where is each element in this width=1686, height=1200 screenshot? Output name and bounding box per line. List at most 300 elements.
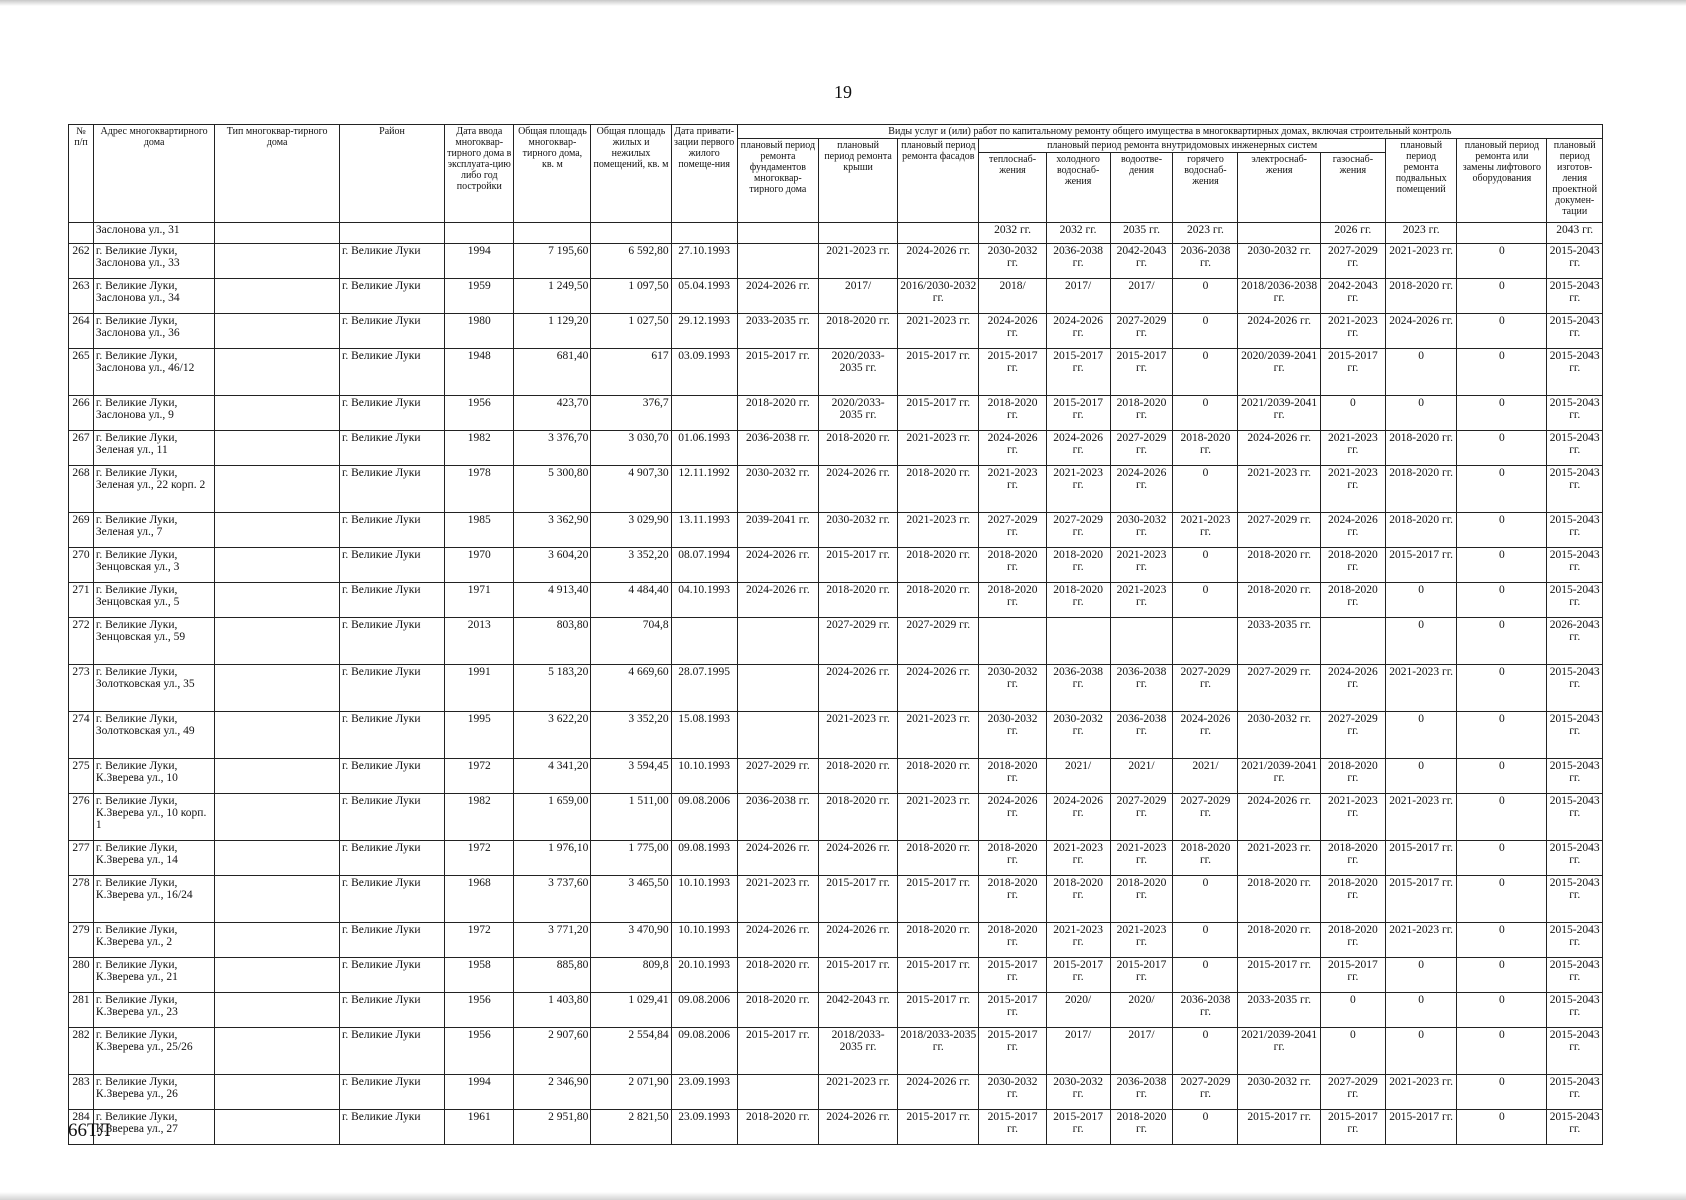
- cell-address: г. Великие Луки, Заслонова ул., 46/12: [93, 349, 214, 396]
- cell-district: г. Великие Луки: [339, 1075, 444, 1110]
- cell-living-area: 1 097,50: [591, 279, 671, 314]
- header-design-docs: плановый период изготов-ления проектной докумен-тации: [1547, 139, 1603, 223]
- cell-total-area: 2 907,60: [514, 1028, 591, 1075]
- cell-gas: 2021-2023 гг.: [1320, 794, 1385, 841]
- cell-electric: 2030-2032 гг.: [1238, 712, 1320, 759]
- cell-cold-water: 2021-2023 гг.: [1046, 841, 1110, 876]
- cell-cold-water: 2030-2032 гг.: [1046, 1075, 1110, 1110]
- table-row: [69, 314, 1603, 349]
- cell-gas: 2027-2029 гг.: [1320, 1075, 1385, 1110]
- cell-basement: 2015-2017 гг.: [1385, 841, 1457, 876]
- cell-heat: 2018-2020 гг.: [979, 548, 1046, 583]
- cell-privatization: 29.12.1993: [671, 314, 737, 349]
- cell-heat: 2018-2020 гг.: [979, 841, 1046, 876]
- cell-heat: 2024-2026 гг.: [979, 431, 1046, 466]
- cell-total-area: 1 976,10: [514, 841, 591, 876]
- cell-year: 1994: [445, 244, 514, 279]
- cell-year: 1958: [445, 958, 514, 993]
- header-electric: электроснаб-жения: [1238, 153, 1320, 223]
- cell-elevator: 0: [1457, 431, 1547, 466]
- cell-district: [339, 223, 444, 244]
- cell-electric: 2015-2017 гг.: [1238, 1110, 1320, 1145]
- cell-drainage: 2021-2023 гг.: [1110, 583, 1173, 618]
- cell-facade: 2027-2029 гг.: [898, 618, 979, 665]
- cell-district: г. Великие Луки: [339, 1110, 444, 1145]
- cell-roof: 2021-2023 гг.: [819, 712, 898, 759]
- cell-address: г. Великие Луки, Зеленая ул., 22 корп. 2: [93, 466, 214, 513]
- cell-electric: 2021/2039-2041 гг.: [1238, 396, 1320, 431]
- cell-foundation: 2018-2020 гг.: [737, 1110, 818, 1145]
- cell-electric: 2018/2036-2038 гг.: [1238, 279, 1320, 314]
- cell-drainage: 2024-2026 гг.: [1110, 466, 1173, 513]
- cell-num: 262: [69, 244, 94, 279]
- cell-drainage: 2018-2020 гг.: [1110, 1110, 1173, 1145]
- cell-total-area: 4 913,40: [514, 583, 591, 618]
- cell-num: 265: [69, 349, 94, 396]
- cell-elevator: 0: [1457, 396, 1547, 431]
- cell-living-area: 6 592,80: [591, 244, 671, 279]
- cell-num: 266: [69, 396, 94, 431]
- cell-gas: 2024-2026 гг.: [1320, 665, 1385, 712]
- cell-year: [445, 223, 514, 244]
- cell-type: [215, 349, 340, 396]
- cell-basement: 2018-2020 гг.: [1385, 279, 1457, 314]
- cell-cold-water: 2021/: [1046, 759, 1110, 794]
- cell-district: г. Великие Луки: [339, 923, 444, 958]
- cell-year: 1956: [445, 396, 514, 431]
- cell-gas: 2024-2026 гг.: [1320, 513, 1385, 548]
- cell-electric: 2018-2020 гг.: [1238, 923, 1320, 958]
- cell-num: 275: [69, 759, 94, 794]
- cell-roof: 2024-2026 гг.: [819, 1110, 898, 1145]
- cell-year: 1948: [445, 349, 514, 396]
- cell-elevator: 0: [1457, 466, 1547, 513]
- cell-basement: 2023 гг.: [1385, 223, 1457, 244]
- cell-cold-water: 2036-2038 гг.: [1046, 665, 1110, 712]
- cell-num: 282: [69, 1028, 94, 1075]
- header-engineering-group: плановый период ремонта внутридомовых инженерных систем: [979, 139, 1385, 153]
- cell-drainage: 2015-2017 гг.: [1110, 349, 1173, 396]
- cell-roof: 2024-2026 гг.: [819, 466, 898, 513]
- cell-district: г. Великие Луки: [339, 618, 444, 665]
- cell-address: Заслонова ул., 31: [93, 223, 214, 244]
- table-row: [69, 993, 1603, 1028]
- cell-address: г. Великие Луки, Заслонова ул., 33: [93, 244, 214, 279]
- cell-cold-water: 2024-2026 гг.: [1046, 431, 1110, 466]
- cell-district: г. Великие Луки: [339, 958, 444, 993]
- header-district: Район: [339, 125, 444, 223]
- cell-roof: 2018-2020 гг.: [819, 314, 898, 349]
- cell-design-docs: 2015-2043 гг.: [1547, 958, 1603, 993]
- cell-total-area: 7 195,60: [514, 244, 591, 279]
- cell-drainage: 2035 гг.: [1110, 223, 1173, 244]
- cell-electric: 2021-2023 гг.: [1238, 841, 1320, 876]
- header-heat: теплоснаб-жения: [979, 153, 1046, 223]
- cell-design-docs: 2015-2043 гг.: [1547, 876, 1603, 923]
- cell-heat: 2018-2020 гг.: [979, 876, 1046, 923]
- cell-living-area: 3 352,20: [591, 712, 671, 759]
- cell-basement: 0: [1385, 958, 1457, 993]
- cell-hot-water: 2021-2023 гг.: [1173, 513, 1238, 548]
- cell-hot-water: 2036-2038 гг.: [1173, 993, 1238, 1028]
- cell-facade: 2015-2017 гг.: [898, 349, 979, 396]
- cell-design-docs: 2015-2043 гг.: [1547, 841, 1603, 876]
- cell-facade: 2021-2023 гг.: [898, 314, 979, 349]
- cell-type: [215, 841, 340, 876]
- cell-design-docs: 2015-2043 гг.: [1547, 349, 1603, 396]
- cell-privatization: 23.09.1993: [671, 1075, 737, 1110]
- cell-basement: 2021-2023 гг.: [1385, 1075, 1457, 1110]
- cell-design-docs: 2015-2043 гг.: [1547, 583, 1603, 618]
- cell-hot-water: 2027-2029 гг.: [1173, 794, 1238, 841]
- cell-privatization: [671, 396, 737, 431]
- cell-address: г. Великие Луки, К.Зверева ул., 25/26: [93, 1028, 214, 1075]
- table-row: [69, 548, 1603, 583]
- cell-hot-water: 0: [1173, 396, 1238, 431]
- cell-design-docs: 2015-2043 гг.: [1547, 396, 1603, 431]
- cell-foundation: 2024-2026 гг.: [737, 923, 818, 958]
- cell-district: г. Великие Луки: [339, 794, 444, 841]
- cell-living-area: 2 821,50: [591, 1110, 671, 1145]
- header-cold-water: холодного водоснаб-жения: [1046, 153, 1110, 223]
- cell-electric: 2021/2039-2041 гг.: [1238, 1028, 1320, 1075]
- cell-foundation: 2039-2041 гг.: [737, 513, 818, 548]
- cell-privatization: 20.10.1993: [671, 958, 737, 993]
- header-hot-water: горячего водоснаб-жения: [1173, 153, 1238, 223]
- cell-year: 1991: [445, 665, 514, 712]
- cell-foundation: 2024-2026 гг.: [737, 279, 818, 314]
- cell-drainage: 2036-2038 гг.: [1110, 1075, 1173, 1110]
- cell-total-area: 1 249,50: [514, 279, 591, 314]
- cell-roof: 2030-2032 гг.: [819, 513, 898, 548]
- cell-cold-water: 2036-2038 гг.: [1046, 244, 1110, 279]
- cell-living-area: 1 029,41: [591, 993, 671, 1028]
- cell-living-area: 376,7: [591, 396, 671, 431]
- cell-hot-water: 2024-2026 гг.: [1173, 712, 1238, 759]
- header-facade: плановый период ремонта фасадов: [898, 139, 979, 223]
- cell-type: [215, 548, 340, 583]
- cell-drainage: 2027-2029 гг.: [1110, 794, 1173, 841]
- cell-address: г. Великие Луки, Зенцовская ул., 3: [93, 548, 214, 583]
- cell-basement: 0: [1385, 618, 1457, 665]
- cell-living-area: 2 071,90: [591, 1075, 671, 1110]
- table-body: [69, 223, 1603, 1145]
- cell-elevator: [1457, 223, 1547, 244]
- cell-elevator: 0: [1457, 1075, 1547, 1110]
- cell-cold-water: 2024-2026 гг.: [1046, 794, 1110, 841]
- footer-code: 66ТЛ: [68, 1120, 111, 1141]
- cell-heat: 2030-2032 гг.: [979, 712, 1046, 759]
- cell-type: [215, 993, 340, 1028]
- cell-gas: 2018-2020 гг.: [1320, 841, 1385, 876]
- cell-electric: 2027-2029 гг.: [1238, 665, 1320, 712]
- cell-basement: 0: [1385, 349, 1457, 396]
- header-foundation: плановый период ремонта фундаментов многоквар-тирного дома: [737, 139, 818, 223]
- cell-num: 281: [69, 993, 94, 1028]
- cell-total-area: 3 376,70: [514, 431, 591, 466]
- cell-privatization: 01.06.1993: [671, 431, 737, 466]
- cell-foundation: 2018-2020 гг.: [737, 396, 818, 431]
- cell-year: 1980: [445, 314, 514, 349]
- cell-elevator: 0: [1457, 349, 1547, 396]
- cell-living-area: 3 352,20: [591, 548, 671, 583]
- cell-heat: [979, 618, 1046, 665]
- cell-district: г. Великие Луки: [339, 993, 444, 1028]
- cell-drainage: 2021-2023 гг.: [1110, 548, 1173, 583]
- cell-foundation: 2030-2032 гг.: [737, 466, 818, 513]
- cell-drainage: 2021/: [1110, 759, 1173, 794]
- cell-privatization: 15.08.1993: [671, 712, 737, 759]
- cell-cold-water: 2015-2017 гг.: [1046, 349, 1110, 396]
- cell-roof: 2015-2017 гг.: [819, 876, 898, 923]
- cell-electric: 2018-2020 гг.: [1238, 583, 1320, 618]
- cell-roof: 2017/: [819, 279, 898, 314]
- cell-year: 1959: [445, 279, 514, 314]
- cell-facade: 2018-2020 гг.: [898, 923, 979, 958]
- cell-electric: [1238, 223, 1320, 244]
- cell-type: [215, 665, 340, 712]
- cell-foundation: [737, 665, 818, 712]
- cell-elevator: 0: [1457, 759, 1547, 794]
- cell-year: 1978: [445, 466, 514, 513]
- cell-elevator: 0: [1457, 958, 1547, 993]
- cell-elevator: 0: [1457, 1028, 1547, 1075]
- cell-num: 273: [69, 665, 94, 712]
- cell-elevator: 0: [1457, 548, 1547, 583]
- cell-type: [215, 431, 340, 466]
- header-total-area: Общая площадь многоквар-тирного дома, кв. м: [514, 125, 591, 223]
- table-row: [69, 759, 1603, 794]
- cell-cold-water: 2021-2023 гг.: [1046, 923, 1110, 958]
- cell-cold-water: 2024-2026 гг.: [1046, 314, 1110, 349]
- cell-facade: 2018-2020 гг.: [898, 466, 979, 513]
- cell-heat: 2015-2017 гг.: [979, 349, 1046, 396]
- cell-design-docs: 2043 гг.: [1547, 223, 1603, 244]
- cell-design-docs: 2015-2043 гг.: [1547, 1028, 1603, 1075]
- cell-drainage: 2036-2038 гг.: [1110, 712, 1173, 759]
- cell-type: [215, 513, 340, 548]
- cell-facade: 2021-2023 гг.: [898, 513, 979, 548]
- cell-drainage: 2017/: [1110, 279, 1173, 314]
- cell-heat: 2027-2029 гг.: [979, 513, 1046, 548]
- page-number: 19: [834, 82, 852, 102]
- cell-living-area: 3 465,50: [591, 876, 671, 923]
- cell-total-area: 3 622,20: [514, 712, 591, 759]
- cell-cold-water: 2021-2023 гг.: [1046, 466, 1110, 513]
- cell-cold-water: 2018-2020 гг.: [1046, 548, 1110, 583]
- cell-gas: 0: [1320, 1028, 1385, 1075]
- cell-basement: 0: [1385, 396, 1457, 431]
- cell-living-area: 4 669,60: [591, 665, 671, 712]
- cell-living-area: 809,8: [591, 958, 671, 993]
- cell-address: г. Великие Луки, Заслонова ул., 9: [93, 396, 214, 431]
- cell-facade: [898, 223, 979, 244]
- cell-num: 263: [69, 279, 94, 314]
- cell-drainage: 2017/: [1110, 1028, 1173, 1075]
- cell-num: 269: [69, 513, 94, 548]
- cell-roof: 2042-2043 гг.: [819, 993, 898, 1028]
- cell-roof: 2020/2033-2035 гг.: [819, 349, 898, 396]
- cell-foundation: [737, 223, 818, 244]
- cell-hot-water: 0: [1173, 876, 1238, 923]
- cell-district: г. Великие Луки: [339, 279, 444, 314]
- cell-living-area: 4 907,30: [591, 466, 671, 513]
- cell-basement: 0: [1385, 759, 1457, 794]
- cell-facade: 2015-2017 гг.: [898, 958, 979, 993]
- cell-gas: 2027-2029 гг.: [1320, 712, 1385, 759]
- cell-total-area: 3 771,20: [514, 923, 591, 958]
- cell-heat: 2032 гг.: [979, 223, 1046, 244]
- cell-facade: 2021-2023 гг.: [898, 712, 979, 759]
- cell-elevator: 0: [1457, 618, 1547, 665]
- cell-electric: 2018-2020 гг.: [1238, 876, 1320, 923]
- cell-address: г. Великие Луки, К.Зверева ул., 14: [93, 841, 214, 876]
- header-services-group: Виды услуг и (или) работ по капитальному ремонту общего имущества в многоквартирных домах, включая строительный контроль: [737, 125, 1602, 139]
- cell-total-area: 2 951,80: [514, 1110, 591, 1145]
- cell-foundation: [737, 712, 818, 759]
- cell-design-docs: 2015-2043 гг.: [1547, 1110, 1603, 1145]
- cell-roof: 2021-2023 гг.: [819, 1075, 898, 1110]
- cell-roof: [819, 223, 898, 244]
- cell-year: 1968: [445, 876, 514, 923]
- cell-basement: 2018-2020 гг.: [1385, 513, 1457, 548]
- cell-district: г. Великие Луки: [339, 396, 444, 431]
- cell-heat: 2024-2026 гг.: [979, 794, 1046, 841]
- cell-gas: 2027-2029 гг.: [1320, 244, 1385, 279]
- cell-facade: 2018/2033-2035 гг.: [898, 1028, 979, 1075]
- cell-district: г. Великие Луки: [339, 314, 444, 349]
- cell-drainage: 2042-2043 гг.: [1110, 244, 1173, 279]
- cell-privatization: 28.07.1995: [671, 665, 737, 712]
- cell-total-area: 5 300,80: [514, 466, 591, 513]
- cell-privatization: 12.11.1992: [671, 466, 737, 513]
- cell-design-docs: 2015-2043 гг.: [1547, 466, 1603, 513]
- cell-year: 1956: [445, 1028, 514, 1075]
- cell-hot-water: [1173, 618, 1238, 665]
- cell-year: 1982: [445, 431, 514, 466]
- cell-basement: 2015-2017 гг.: [1385, 548, 1457, 583]
- cell-privatization: 09.08.2006: [671, 993, 737, 1028]
- cell-hot-water: 2027-2029 гг.: [1173, 1075, 1238, 1110]
- cell-cold-water: 2018-2020 гг.: [1046, 583, 1110, 618]
- cell-design-docs: 2015-2043 гг.: [1547, 923, 1603, 958]
- table-row: [69, 396, 1603, 431]
- cell-hot-water: 0: [1173, 958, 1238, 993]
- cell-district: г. Великие Луки: [339, 349, 444, 396]
- cell-basement: 0: [1385, 712, 1457, 759]
- cell-living-area: 3 470,90: [591, 923, 671, 958]
- cell-privatization: 04.10.1993: [671, 583, 737, 618]
- cell-design-docs: 2015-2043 гг.: [1547, 513, 1603, 548]
- header-elevator: плановый период ремонта или замены лифтового оборудования: [1457, 139, 1547, 223]
- cell-electric: 2018-2020 гг.: [1238, 548, 1320, 583]
- cell-hot-water: 2018-2020 гг.: [1173, 841, 1238, 876]
- cell-roof: 2024-2026 гг.: [819, 923, 898, 958]
- cell-foundation: 2018-2020 гг.: [737, 993, 818, 1028]
- cell-type: [215, 759, 340, 794]
- cell-electric: 2020/2039-2041 гг.: [1238, 349, 1320, 396]
- cell-drainage: 2036-2038 гг.: [1110, 665, 1173, 712]
- cell-basement: 0: [1385, 993, 1457, 1028]
- cell-total-area: 1 129,20: [514, 314, 591, 349]
- cell-num: 270: [69, 548, 94, 583]
- cell-type: [215, 876, 340, 923]
- cell-foundation: 2024-2026 гг.: [737, 548, 818, 583]
- cell-heat: 2030-2032 гг.: [979, 244, 1046, 279]
- cell-cold-water: 2032 гг.: [1046, 223, 1110, 244]
- cell-num: 268: [69, 466, 94, 513]
- cell-roof: 2018-2020 гг.: [819, 431, 898, 466]
- cell-cold-water: 2030-2032 гг.: [1046, 712, 1110, 759]
- scan-edge-top: [0, 0, 1686, 6]
- cell-foundation: 2027-2029 гг.: [737, 759, 818, 794]
- cell-design-docs: 2015-2043 гг.: [1547, 314, 1603, 349]
- cell-elevator: 0: [1457, 993, 1547, 1028]
- cell-total-area: 2 346,90: [514, 1075, 591, 1110]
- cell-privatization: 27.10.1993: [671, 244, 737, 279]
- cell-privatization: 08.07.1994: [671, 548, 737, 583]
- cell-drainage: 2021-2023 гг.: [1110, 923, 1173, 958]
- table-row: [69, 958, 1603, 993]
- cell-elevator: 0: [1457, 794, 1547, 841]
- cell-foundation: 2036-2038 гг.: [737, 794, 818, 841]
- cell-design-docs: 2015-2043 гг.: [1547, 431, 1603, 466]
- cell-heat: 2015-2017 гг.: [979, 993, 1046, 1028]
- cell-total-area: 3 362,90: [514, 513, 591, 548]
- cell-hot-water: 0: [1173, 923, 1238, 958]
- cell-privatization: 23.09.1993: [671, 1110, 737, 1145]
- cell-privatization: 05.04.1993: [671, 279, 737, 314]
- cell-design-docs: 2015-2043 гг.: [1547, 712, 1603, 759]
- cell-gas: 2018-2020 гг.: [1320, 876, 1385, 923]
- cell-year: 1961: [445, 1110, 514, 1145]
- cell-heat: 2030-2032 гг.: [979, 1075, 1046, 1110]
- cell-type: [215, 223, 340, 244]
- cell-electric: 2033-2035 гг.: [1238, 993, 1320, 1028]
- cell-elevator: 0: [1457, 923, 1547, 958]
- cell-basement: 2021-2023 гг.: [1385, 244, 1457, 279]
- cell-heat: 2018-2020 гг.: [979, 759, 1046, 794]
- cell-hot-water: 2027-2029 гг.: [1173, 665, 1238, 712]
- cell-total-area: 885,80: [514, 958, 591, 993]
- cell-hot-water: 0: [1173, 279, 1238, 314]
- cell-district: г. Великие Луки: [339, 712, 444, 759]
- cell-facade: 2018-2020 гг.: [898, 548, 979, 583]
- cell-foundation: 2024-2026 гг.: [737, 583, 818, 618]
- cell-gas: 2015-2017 гг.: [1320, 349, 1385, 396]
- cell-living-area: 1 027,50: [591, 314, 671, 349]
- cell-foundation: 2015-2017 гг.: [737, 1028, 818, 1075]
- cell-foundation: 2024-2026 гг.: [737, 841, 818, 876]
- table-row: [69, 1028, 1603, 1075]
- cell-basement: 2021-2023 гг.: [1385, 665, 1457, 712]
- cell-living-area: 704,8: [591, 618, 671, 665]
- cell-privatization: 09.08.2006: [671, 1028, 737, 1075]
- cell-num: 276: [69, 794, 94, 841]
- cell-total-area: 4 341,20: [514, 759, 591, 794]
- cell-hot-water: 0: [1173, 583, 1238, 618]
- cell-electric: 2024-2026 гг.: [1238, 431, 1320, 466]
- cell-facade: 2018-2020 гг.: [898, 583, 979, 618]
- cell-facade: 2024-2026 гг.: [898, 1075, 979, 1110]
- cell-total-area: 5 183,20: [514, 665, 591, 712]
- cell-district: г. Великие Луки: [339, 244, 444, 279]
- cell-elevator: 0: [1457, 665, 1547, 712]
- cell-total-area: 681,40: [514, 349, 591, 396]
- cell-foundation: 2021-2023 гг.: [737, 876, 818, 923]
- cell-district: г. Великие Луки: [339, 583, 444, 618]
- cell-living-area: 3 594,45: [591, 759, 671, 794]
